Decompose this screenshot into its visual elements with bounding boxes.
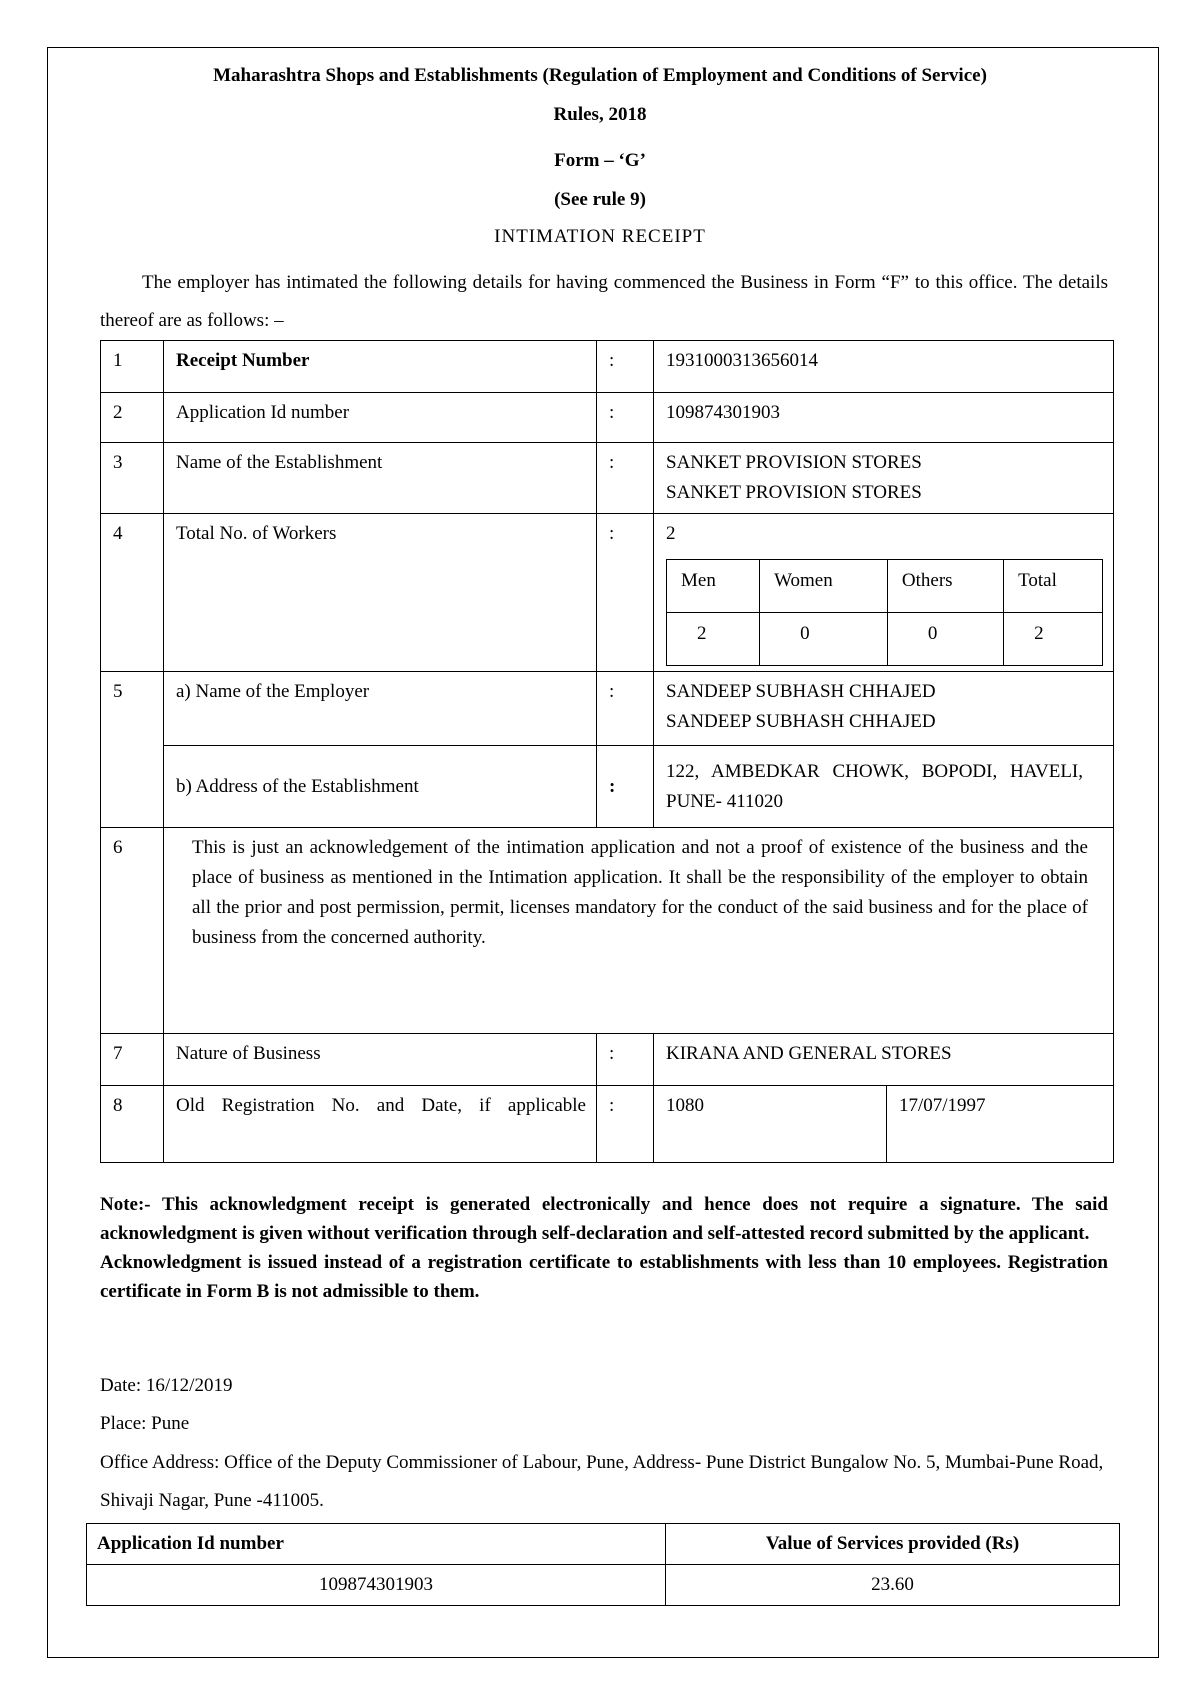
employer-name-value (654, 672, 1114, 746)
row-number: 4 (101, 514, 164, 672)
note-paragraph-1: Note:- This acknowledgment receipt is generated electronically and hence does not require a signature. The said acknowledgment is given without verification through self-declaration and self-attested record submitted by the applicant. (100, 1194, 1108, 1244)
old-registration-label (164, 1086, 597, 1163)
table-row (101, 443, 1114, 514)
colon: : (597, 746, 654, 828)
page-title: INTIMATION RECEIPT (494, 226, 706, 247)
table-row (101, 1034, 1114, 1086)
table-row (101, 828, 1114, 1034)
total-workers-label: Total No. of Workers (164, 514, 597, 672)
employer-name-line2: SANDEEP SUBHASH CHHAJED (666, 711, 936, 732)
establishment-name-label: Name of the Establishment (164, 443, 597, 514)
colon: : (597, 514, 654, 672)
header-line1: Maharashtra Shops and Establishments (Regulation of Employment and Conditions of Service) (213, 65, 987, 86)
receipt-number-value: 1931000313656014 (654, 341, 1114, 393)
disclaimer-text: This is just an acknowledgement of the intimation application and not a proof of existence of the business and the place of business as mentioned in the Intimation application. It shall be the responsibility of the employer to obtain all the prior and post permission, permit, licenses mandatory for the conduct of the said business and for the place of business from the concerned authority. (164, 828, 1114, 1034)
total-header: Total (1004, 560, 1103, 613)
form-title: Form – ‘G’ (554, 150, 646, 171)
row-number: 6 (101, 828, 164, 1034)
nature-of-business-value: KIRANA AND GENERAL STORES (654, 1034, 1114, 1086)
old-registration-number: 1080 (654, 1086, 887, 1163)
employer-name-label: a) Name of the Employer (164, 672, 597, 746)
table-row (87, 1565, 1120, 1606)
date-line: Date: 16/12/2019 (100, 1375, 233, 1396)
establishment-name-value (654, 443, 1114, 514)
colon: : (597, 1034, 654, 1086)
row-number: 7 (101, 1034, 164, 1086)
place-line: Place: Pune (100, 1413, 190, 1434)
women-count: 0 (760, 613, 888, 666)
table-row (101, 514, 1114, 672)
office-address: Office Address: Office of the Deputy Commissioner of Labour, Pune, Address- Pune District Bungalow No. 5, Mumbai-Pune Road, Shivaji Nagar, Pune -411005. (100, 1452, 1104, 1511)
establishment-name-line2: SANKET PROVISION STORES (666, 482, 922, 503)
colon: : (597, 672, 654, 746)
men-header: Men (667, 560, 760, 613)
establishment-name-line1: SANKET PROVISION STORES (666, 452, 922, 473)
table-row (667, 560, 1103, 613)
table-row (101, 341, 1114, 393)
women-header: Women (760, 560, 888, 613)
intro-text: The employer has intimated the following details for having commenced the Business in Form “F” to this office. The details thereof are as follows: – (100, 272, 1108, 331)
row-number: 2 (101, 393, 164, 443)
workers-breakdown-table (666, 559, 1103, 666)
row-number: 3 (101, 443, 164, 514)
table-row (87, 1524, 1120, 1565)
total-workers-cell (654, 514, 1114, 672)
colon: : (597, 1086, 654, 1163)
row-number: 8 (101, 1086, 164, 1163)
others-header: Others (887, 560, 1003, 613)
application-id-label: Application Id number (164, 393, 597, 443)
table-row (101, 1086, 1114, 1163)
services-value: 23.60 (666, 1565, 1120, 1606)
header-line2: Rules, 2018 (553, 104, 647, 125)
table-row (667, 613, 1103, 666)
table-row (101, 746, 1114, 828)
employer-name-line1: SANDEEP SUBHASH CHHAJED (666, 681, 936, 702)
services-application-id: 109874301903 (87, 1565, 666, 1606)
total-workers-value: 2 (666, 523, 676, 544)
services-col1-header: Application Id number (87, 1524, 666, 1565)
others-count: 0 (887, 613, 1003, 666)
men-count: 2 (667, 613, 760, 666)
address-value: 122, AMBEDKAR CHOWK, BOPODI, HAVELI, PUNE- 411020 (654, 746, 1114, 828)
old-registration-label-text: Old Registration No. and Date, if applicable (176, 1095, 586, 1116)
nature-of-business-label: Nature of Business (164, 1034, 597, 1086)
colon: : (597, 341, 654, 393)
table-row (101, 393, 1114, 443)
colon: : (597, 393, 654, 443)
services-col2-header: Value of Services provided (Rs) (666, 1524, 1120, 1565)
colon: : (597, 443, 654, 514)
row-number: 5 (101, 672, 164, 828)
services-table (86, 1523, 1120, 1606)
details-table (100, 340, 1114, 1163)
application-id-value: 109874301903 (654, 393, 1114, 443)
table-row (101, 672, 1114, 746)
receipt-number-label: Receipt Number (164, 341, 597, 393)
note-block (100, 1190, 1108, 1306)
address-label: b) Address of the Establishment (164, 746, 597, 828)
total-count: 2 (1004, 613, 1103, 666)
note-paragraph-2: Acknowledgment is issued instead of a registration certificate to establishments with less than 10 employees. Registration certificate in Form B is not admissible to them. (100, 1252, 1108, 1302)
rule-reference: (See rule 9) (554, 189, 646, 210)
row-number: 1 (101, 341, 164, 393)
old-registration-date: 17/07/1997 (887, 1086, 1114, 1163)
